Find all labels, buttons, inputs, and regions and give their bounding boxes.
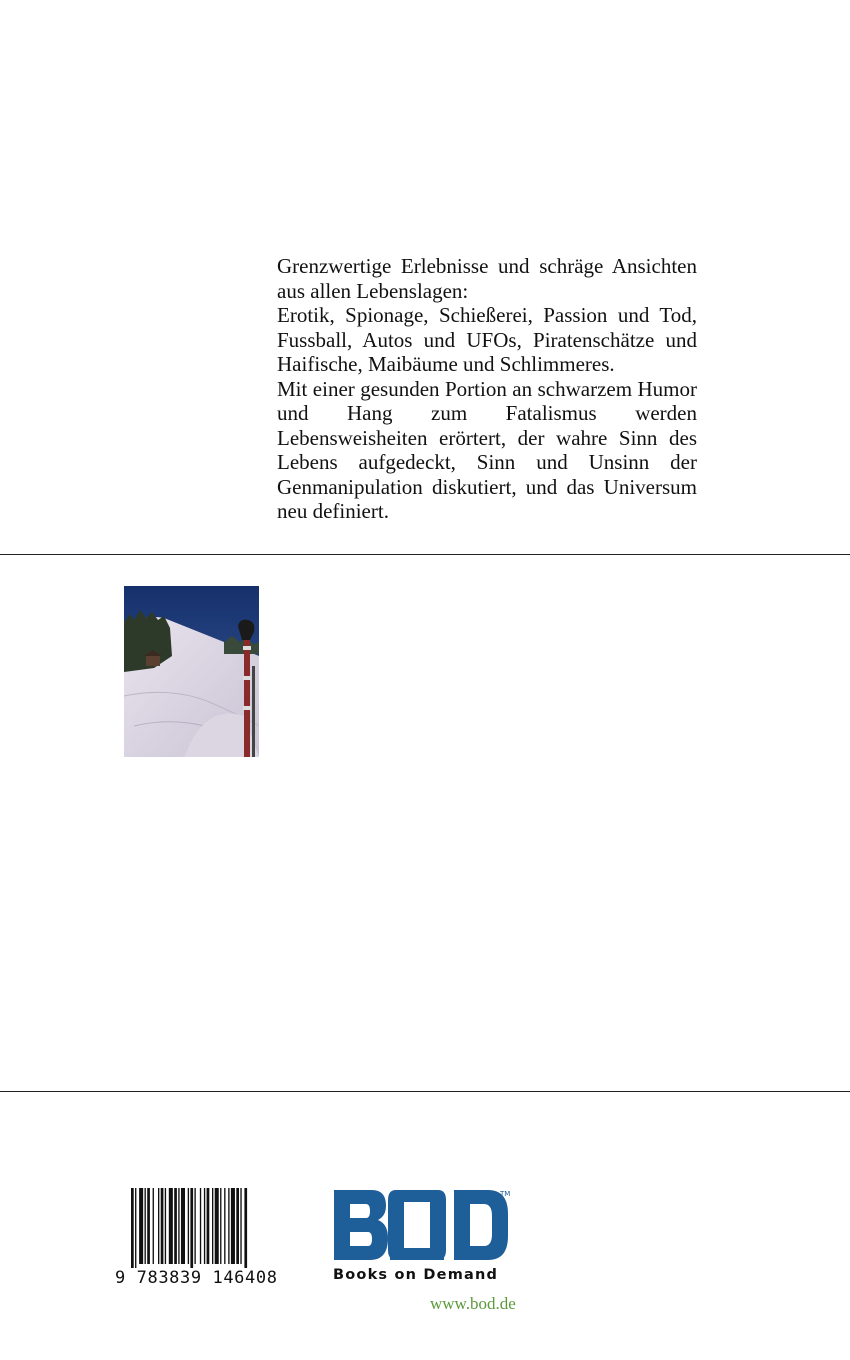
barcode-bar <box>244 1188 247 1268</box>
barcode-bar <box>153 1188 154 1264</box>
barcode-bar <box>200 1188 201 1264</box>
barcode-bar <box>231 1188 235 1264</box>
barcode-bar <box>188 1188 189 1264</box>
barcode-bar <box>190 1188 193 1268</box>
blurb-paragraph-2: Erotik, Spionage, Schießerei, Passion und Tod, Fussball, Autos und UFOs, Piratenschätze und Haifische, Maibäume und Schlimmeres. <box>277 303 697 376</box>
barcode-bar <box>145 1188 146 1264</box>
barcode-bar <box>204 1188 205 1264</box>
author-photo <box>124 586 259 757</box>
barcode-bar <box>224 1188 225 1264</box>
barcode-bar <box>178 1188 179 1264</box>
publisher-url[interactable]: www.bod.de <box>430 1294 516 1313</box>
top-divider <box>0 554 850 555</box>
barcode-bar <box>147 1188 150 1264</box>
isbn-number: 9 783839 146408 <box>115 1268 278 1288</box>
barcode-bar <box>207 1188 210 1264</box>
back-cover-blurb <box>277 254 697 524</box>
barcode-bar <box>131 1188 134 1268</box>
barcode-bar <box>158 1188 159 1264</box>
barcode-bar <box>194 1188 195 1264</box>
barcode-bar <box>228 1188 229 1264</box>
publisher-tagline: Books on Demand <box>333 1267 499 1283</box>
bottom-divider <box>0 1091 850 1092</box>
blurb-paragraph-3: Mit einer gesunden Portion an schwarzem Humor und Hang zum Fatalismus werden Lebensweisheiten erörtert, der wahre Sinn des Lebens aufgedeckt, Sinn und Unsinn der Genmanipulation diskutiert, und das Universum neu definiert. <box>277 376 697 523</box>
barcode-bar <box>212 1188 213 1264</box>
barcode-bar <box>135 1188 136 1268</box>
barcode-bar <box>169 1188 173 1264</box>
barcode-bar <box>174 1188 177 1264</box>
barcode-bar <box>240 1188 241 1264</box>
barcode-bar <box>236 1188 239 1264</box>
barcode-bar <box>139 1188 143 1264</box>
barcode-bar <box>161 1188 164 1264</box>
blurb-paragraph-1: Grenzwertige Erlebnisse und schräge Ansichten aus allen Lebenslagen: <box>277 254 697 303</box>
trademark-mark: TM <box>500 1190 511 1198</box>
barcode-bar <box>165 1188 166 1264</box>
barcode-bar <box>215 1188 219 1264</box>
barcode-bar <box>181 1188 185 1264</box>
barcode-bar <box>220 1188 221 1264</box>
